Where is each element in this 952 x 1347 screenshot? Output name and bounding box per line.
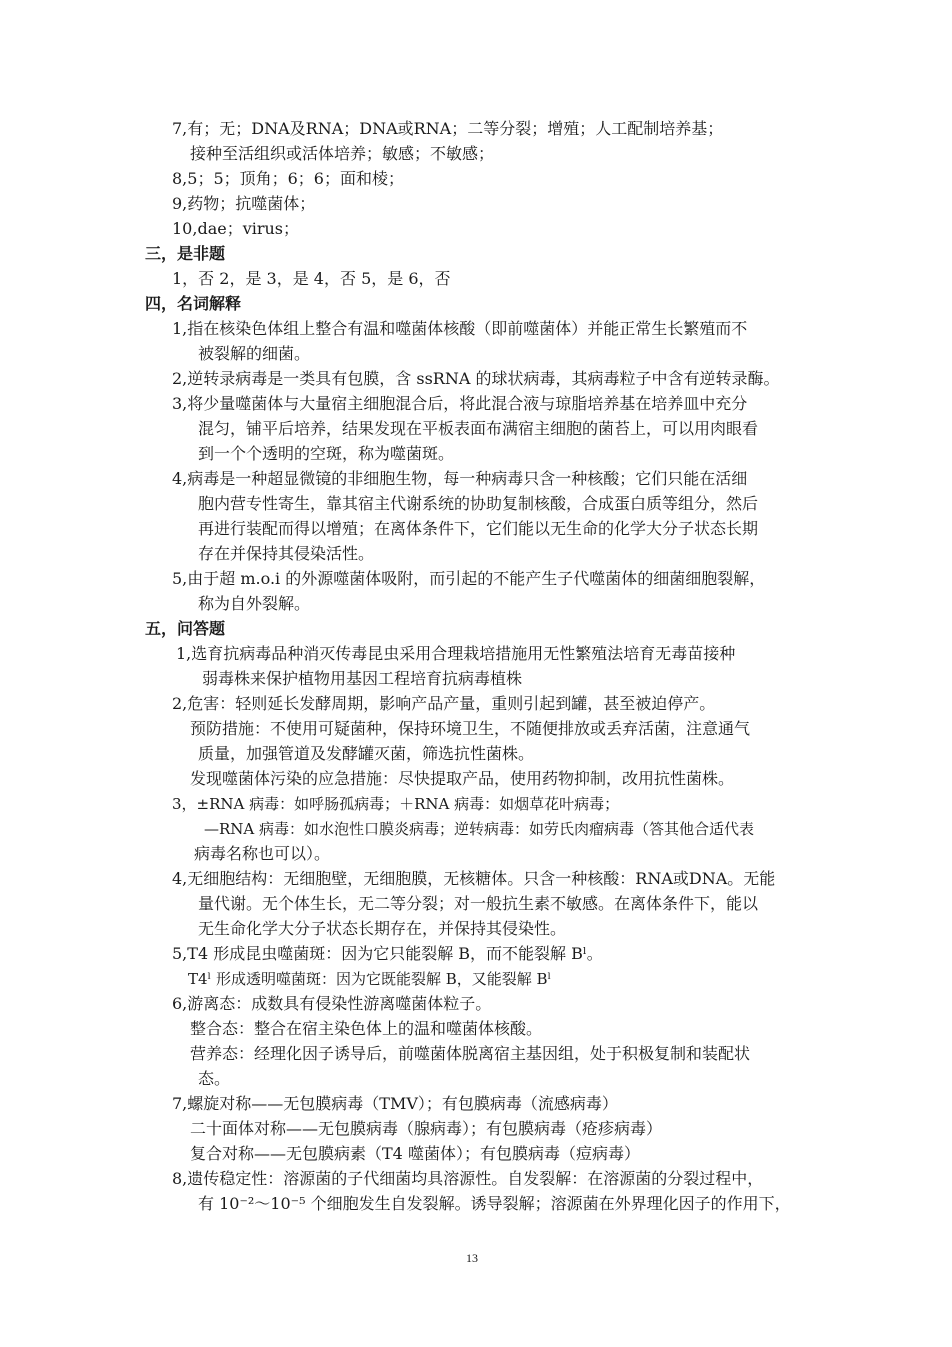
text-line: 整合态：整合在宿主染色体上的温和噬菌体核酸。 [190,1019,543,1038]
text-line: 质量，加强管道及发酵罐灭菌，筛选抗性菌株。 [198,744,535,763]
text-line: 二十面体对称——无包膜病毒（腺病毒）；有包膜病毒（疮疹病毒） [190,1119,663,1138]
text-line: 胞内营专性寄生，靠其宿主代谢系统的协助复制核酸，合成蛋白质等组分，然后 [198,494,759,513]
text-line: 7,有；无；DNA及RNA；DNA或RNA；二等分裂；增殖；人工配制培养基； [172,119,724,138]
text-line: 4,无细胞结构：无细胞壁，无细胞膜，无核糖体。只含一种核酸：RNA或DNA。无能 [172,869,776,888]
text-line: 7,螺旋对称——无包膜病毒（TMV）；有包膜病毒（流感病毒） [172,1094,618,1113]
text-line: 混匀，铺平后培养，结果发现在平板表面布满宿主细胞的菌苔上，可以用肉眼看 [198,419,759,438]
section-heading: 四，名词解释 [145,294,242,313]
text-line: 10,dae；virus； [172,219,300,238]
section-heading: 三，是非题 [145,244,226,263]
text-line: 无生命化学大分子状态长期存在，并保持其侵染性。 [198,919,567,938]
text-line: 病毒名称也可以）。 [194,844,331,863]
text-line: 发现噬菌体污染的应急措施：尽快提取产品，使用药物抑制，改用抗性菌株。 [190,769,735,788]
text-line: 4,病毒是一种超显微镜的非细胞生物，每一种病毒只含一种核酸；它们只能在活细 [172,469,748,488]
text-line: 营养态：经理化因子诱导后，前噬菌体脱离宿主基因组，处于积极复制和装配状 [190,1044,751,1063]
text-line: 5,T4 形成昆虫噬菌斑：因为它只能裂解 B，而不能裂解 Bˡ。 [172,944,603,963]
text-line: 预防措施：不使用可疑菌种，保持环境卫生，不随便排放或丢弃活菌，注意通气 [190,719,751,738]
text-line: 3，±RNA 病毒：如呼肠孤病毒；＋RNA 病毒：如烟草花叶病毒； [172,795,620,813]
text-line: 3,将少量噬菌体与大量宿主细胞混合后，将此混合液与琼脂培养基在培养皿中充分 [172,394,748,413]
page-number: 13 [466,1251,478,1265]
text-line: T4ˡ 形成透明噬菌斑：因为它既能裂解 B，又能裂解 Bˡ [188,970,552,988]
text-line: 5,由于超 m.o.i 的外源噬菌体吸附，而引起的不能产生子代噬菌体的细菌细胞裂解， [172,569,766,588]
text-line: 有 10⁻²～10⁻⁵ 个细胞发生自发裂解。诱导裂解；溶源菌在外界理化因子的作用下， [198,1194,791,1213]
text-line: 1,指在核染色体组上整合有温和噬菌体核酸（即前噬菌体）并能正常生长繁殖而不 [172,319,748,338]
text-line: 弱毒株来保护植物用基因工程培育抗病毒植株 [202,669,523,688]
text-line: —RNA 病毒：如水泡性口膜炎病毒；逆转病毒：如劳氏肉瘤病毒（答其他合适代表 [204,820,755,838]
text-line: 2,危害：轻则延长发酵周期，影响产品产量，重则引起到罐，甚至被迫停产。 [172,694,716,713]
text-line: 6,游离态：成数具有侵染性游离噬菌体粒子。 [172,994,492,1013]
text-line: 复合对称——无包膜病素（T4 噬菌体）；有包膜病毒（痘病毒） [190,1144,640,1163]
text-line: 被裂解的细菌。 [198,344,311,363]
text-line: 称为自外裂解。 [198,594,311,613]
text-line: 8,遗传稳定性：溶源菌的子代细菌均具溶源性。自发裂解：在溶源菌的分裂过程中， [172,1169,764,1188]
text-line: 1，否 2，是 3，是 4，否 5，是 6，否 [172,269,451,288]
text-line: 2,逆转录病毒是一类具有包膜，含 ssRNA 的球状病毒，其病毒粒子中含有逆转录酶。 [172,369,780,388]
text-line: 1,选育抗病毒品种消灭传毒昆虫采用合理栽培措施用无性繁殖法培育无毒苗接种 [176,644,736,663]
text-line: 量代谢。无个体生长，无二等分裂；对一般抗生素不敏感。在离体条件下，能以 [198,894,759,913]
text-line: 态。 [198,1069,231,1088]
text-line: 接种至活组织或活体培养；敏感；不敏感； [190,144,495,163]
section-heading: 五，问答题 [145,619,226,638]
text-line: 存在并保持其侵染活性。 [198,544,375,563]
text-line: 到一个个透明的空斑，称为噬菌斑。 [198,444,455,463]
text-line: 8,5；5；顶角；6；6；面和棱； [172,169,404,188]
text-line: 再进行装配而得以增殖；在离体条件下，它们能以无生命的化学大分子状态长期 [198,519,759,538]
text-line: 9,药物；抗噬菌体； [172,194,316,213]
